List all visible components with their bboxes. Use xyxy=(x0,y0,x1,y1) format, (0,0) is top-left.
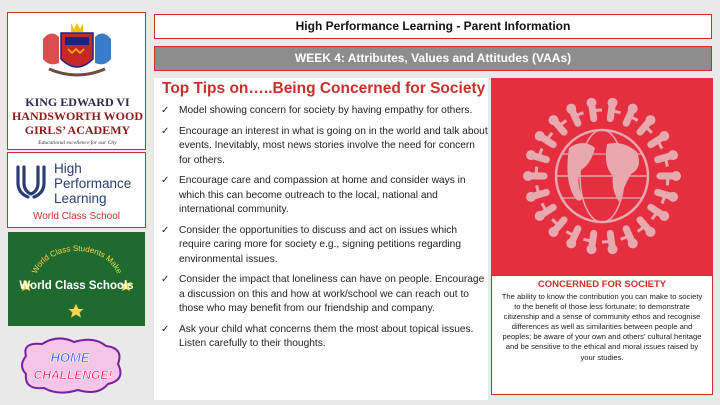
checkmark-icon: ✓ xyxy=(161,105,170,116)
page-title: High Performance Learning - Parent Information xyxy=(154,14,712,39)
wcs-main-text: World Class Schools xyxy=(19,280,134,292)
tips-title: Top Tips on…..Being Concerned for Society xyxy=(162,80,486,97)
person-arm xyxy=(602,241,611,242)
school-crest-icon xyxy=(35,19,119,81)
checkmark-icon: ✓ xyxy=(161,125,170,137)
tip-text: Ask your child what concerns them the most about topical issues. Listen carefully to their thoughts. xyxy=(179,323,474,349)
person-arm xyxy=(665,157,667,166)
list-item xyxy=(158,104,488,119)
person-arm xyxy=(611,111,620,113)
school-motto: Educational excellence for our City xyxy=(38,140,117,146)
tips-list xyxy=(158,104,488,358)
checkmark-icon: ✓ xyxy=(161,323,170,335)
school-name-line3: GIRLS’ ACADEMY xyxy=(24,123,131,137)
person-arm xyxy=(667,176,668,185)
list-item xyxy=(158,174,488,218)
globe-image-panel xyxy=(491,78,713,275)
school-name-line1: KING EDWARD VI xyxy=(25,95,130,109)
home-challenge-line1: HOME xyxy=(50,350,90,365)
world-class-schools-badge xyxy=(8,232,145,326)
hpl-logo-icon xyxy=(12,163,50,203)
list-item xyxy=(158,224,488,268)
checkmark-icon: ✓ xyxy=(161,274,170,285)
home-challenge-badge-icon xyxy=(18,334,128,396)
school-name-line2: HANDSWORTH WOOD xyxy=(11,109,144,123)
hpl-wordmark xyxy=(54,161,131,206)
wcs-arc-text: World Class Students Make xyxy=(30,243,124,276)
definition-title: CONCERNED FOR SOCIETY xyxy=(537,279,667,290)
tips-panel xyxy=(154,78,488,400)
tip-text: Model showing concern for society by having empathy for others. xyxy=(179,105,473,116)
globe-people-icon xyxy=(491,78,713,275)
hpl-line3: Learning xyxy=(54,191,107,206)
person-arm xyxy=(537,185,539,194)
hpl-line2: Performance xyxy=(54,176,132,191)
wcs-arc-svg xyxy=(8,232,145,326)
list-item xyxy=(158,323,488,352)
home-challenge-line2: CHALLENGE! xyxy=(33,368,113,382)
list-item xyxy=(158,273,488,317)
tip-text: Encourage an interest in what is going on in the world and talk about events. Inevitably, most news stories involve the need for concern for others. xyxy=(179,125,488,166)
definition-body: The ability to know the contribution you can make to society to the benefit of those less fortunate; to demonstrate citizenship and a sense of community ethos and recognise differences as well as similarities between people and peoples; be aware of your own and others’ cultural heritage and be sensitive to the ethical and moral issues raised by your studies. xyxy=(501,292,703,362)
tip-text: Encourage care and compassion at home and consider ways in which this can become outreach to the local, national and international community. xyxy=(179,175,466,215)
hpl-subtitle: World Class School xyxy=(32,211,121,222)
checkmark-icon: ✓ xyxy=(161,224,170,236)
definition-card xyxy=(491,275,713,395)
hpl-line1: High xyxy=(54,161,82,176)
person-arm xyxy=(593,110,602,111)
person-arm xyxy=(583,239,592,241)
week-banner: WEEK 4: Attributes, Values and Attitudes (VAAs) xyxy=(154,46,712,71)
list-item xyxy=(158,125,488,169)
checkmark-icon: ✓ xyxy=(161,175,170,186)
tip-text: Consider the impact that loneliness can have on people. Encourage a discussion on this and how at work/school we can reach out to those who may benefit from our friendship and company. xyxy=(179,274,485,314)
tip-text: Consider the opportunities to discuss and act on issues which require caring more for society e.g., signing petitions regarding environmental issues. xyxy=(179,224,462,265)
hpl-logo-card xyxy=(7,152,146,228)
person-arm xyxy=(536,167,537,176)
star-icon xyxy=(69,304,84,318)
school-logo-card xyxy=(7,12,146,150)
